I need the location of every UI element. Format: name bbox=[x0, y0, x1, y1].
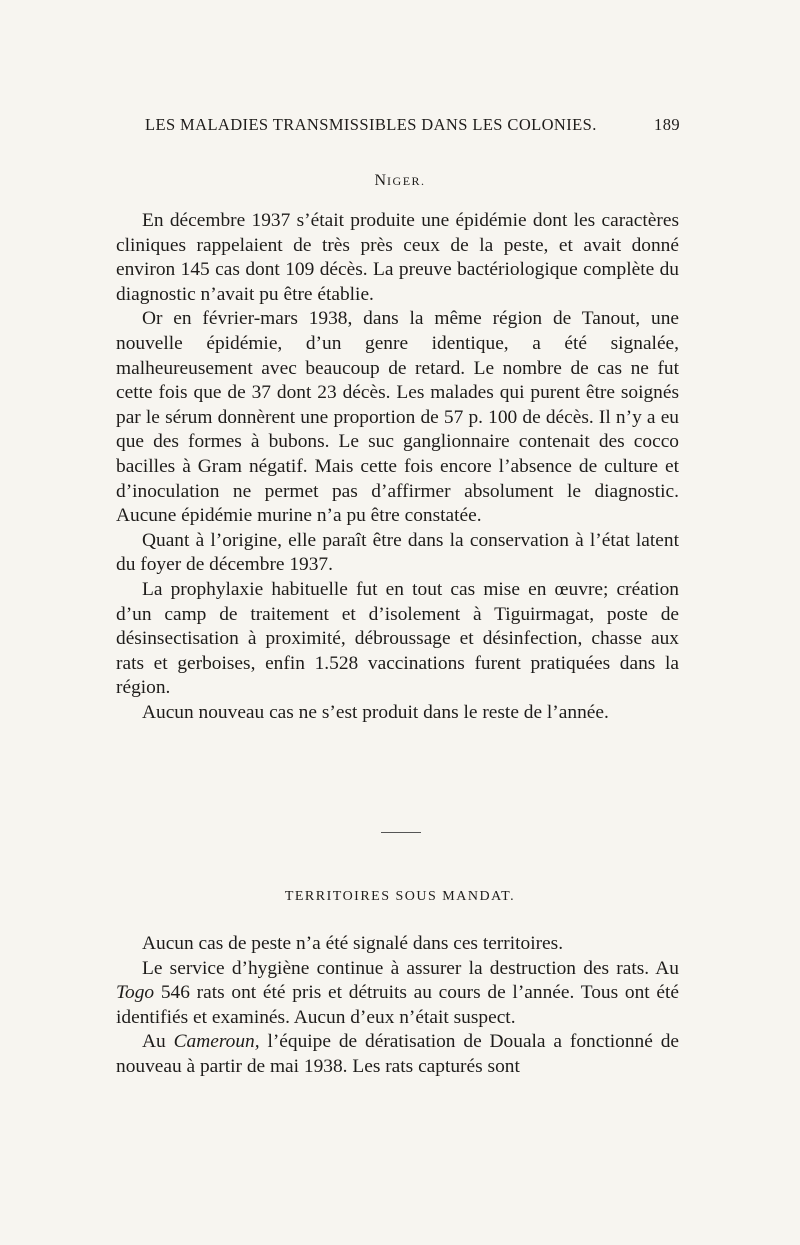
text-run: Le service d’hygiène continue à assurer la destruction des rats. Au bbox=[142, 957, 679, 979]
section-title-mandat bbox=[0, 887, 800, 905]
paragraph: Aucun nouveau cas ne s’est produit dans le reste de l’année. bbox=[142, 701, 609, 723]
mandat-text bbox=[116, 932, 679, 1080]
paragraph: En décembre 1937 s’était produite une épidémie dont les caractères cliniques rappelaient de très près ceux de la peste, et avait donné environ 145 cas dont 109 décès. La preuve bactériologique complète du diagnostic n’avait pu être établie. bbox=[116, 210, 679, 305]
place-name-cameroun: Cameroun, bbox=[173, 1031, 260, 1053]
text-run: l’équipe de dératisation de Douala a fonctionné de nouveau à partir de mai 1938. Les rats capturés sont bbox=[116, 1031, 679, 1077]
paragraph: Or en février-mars 1938, dans la même région de Tanout, une nouvelle épidémie, d’un genre identique, a été signalée, malheureusement avec beaucoup de retard. Le nombre de cas ne fut cette fois que de 37 dont 23 décès. Les malades qui purent être soignés par le sérum donnèrent une proportion de 57 p. 100 de décès. Il n’y a eu que des formes à bubons. Le suc ganglionnaire contenait des cocco bacilles à Gram négatif. Mais cette fois encore l’absence de culture et d’inoculation ne permet pas d’affirmer absolument le diagnostic. Aucune épidémie murine n’a pu être constatée. bbox=[116, 308, 679, 527]
paragraph: Aucun cas de peste n’a été signalé dans ces territoires. bbox=[142, 933, 564, 954]
text-run: Au bbox=[142, 1031, 174, 1053]
section-title-initial: N bbox=[374, 172, 388, 189]
paragraph bbox=[116, 1030, 679, 1079]
place-name-togo: Togo bbox=[116, 982, 155, 1004]
niger-text bbox=[116, 209, 679, 725]
section-title-text: TERRITOIRES SOUS MANDAT. bbox=[284, 889, 516, 904]
running-title: LES MALADIES TRANSMISSIBLES DANS LES COLONIES. bbox=[145, 115, 597, 134]
page-number: 189 bbox=[654, 115, 680, 134]
paragraph: Quant à l’origine, elle paraît être dans la conservation à l’état latent du foyer de décembre 1937. bbox=[116, 529, 679, 576]
section-title-rest: IGER. bbox=[387, 174, 426, 188]
paragraph: La prophylaxie habituelle fut en tout cas mise en œuvre; création d’un camp de traitement et d’isolement à Tiguirmagat, poste de désinsectisation à proximité, débroussage et désinfection, chasse aux rats et gerboises, enfin 1.528 vaccinations furent pratiquées dans la région. bbox=[116, 578, 679, 699]
text-run: 546 rats ont été pris et détruits au cours de l’année. Tous ont été identifiés et examinés. Aucun d’eux n’était suspect. bbox=[116, 982, 679, 1028]
section-divider bbox=[381, 832, 421, 833]
paragraph bbox=[116, 957, 679, 1031]
section-title-niger bbox=[0, 172, 800, 190]
running-head bbox=[145, 115, 680, 135]
